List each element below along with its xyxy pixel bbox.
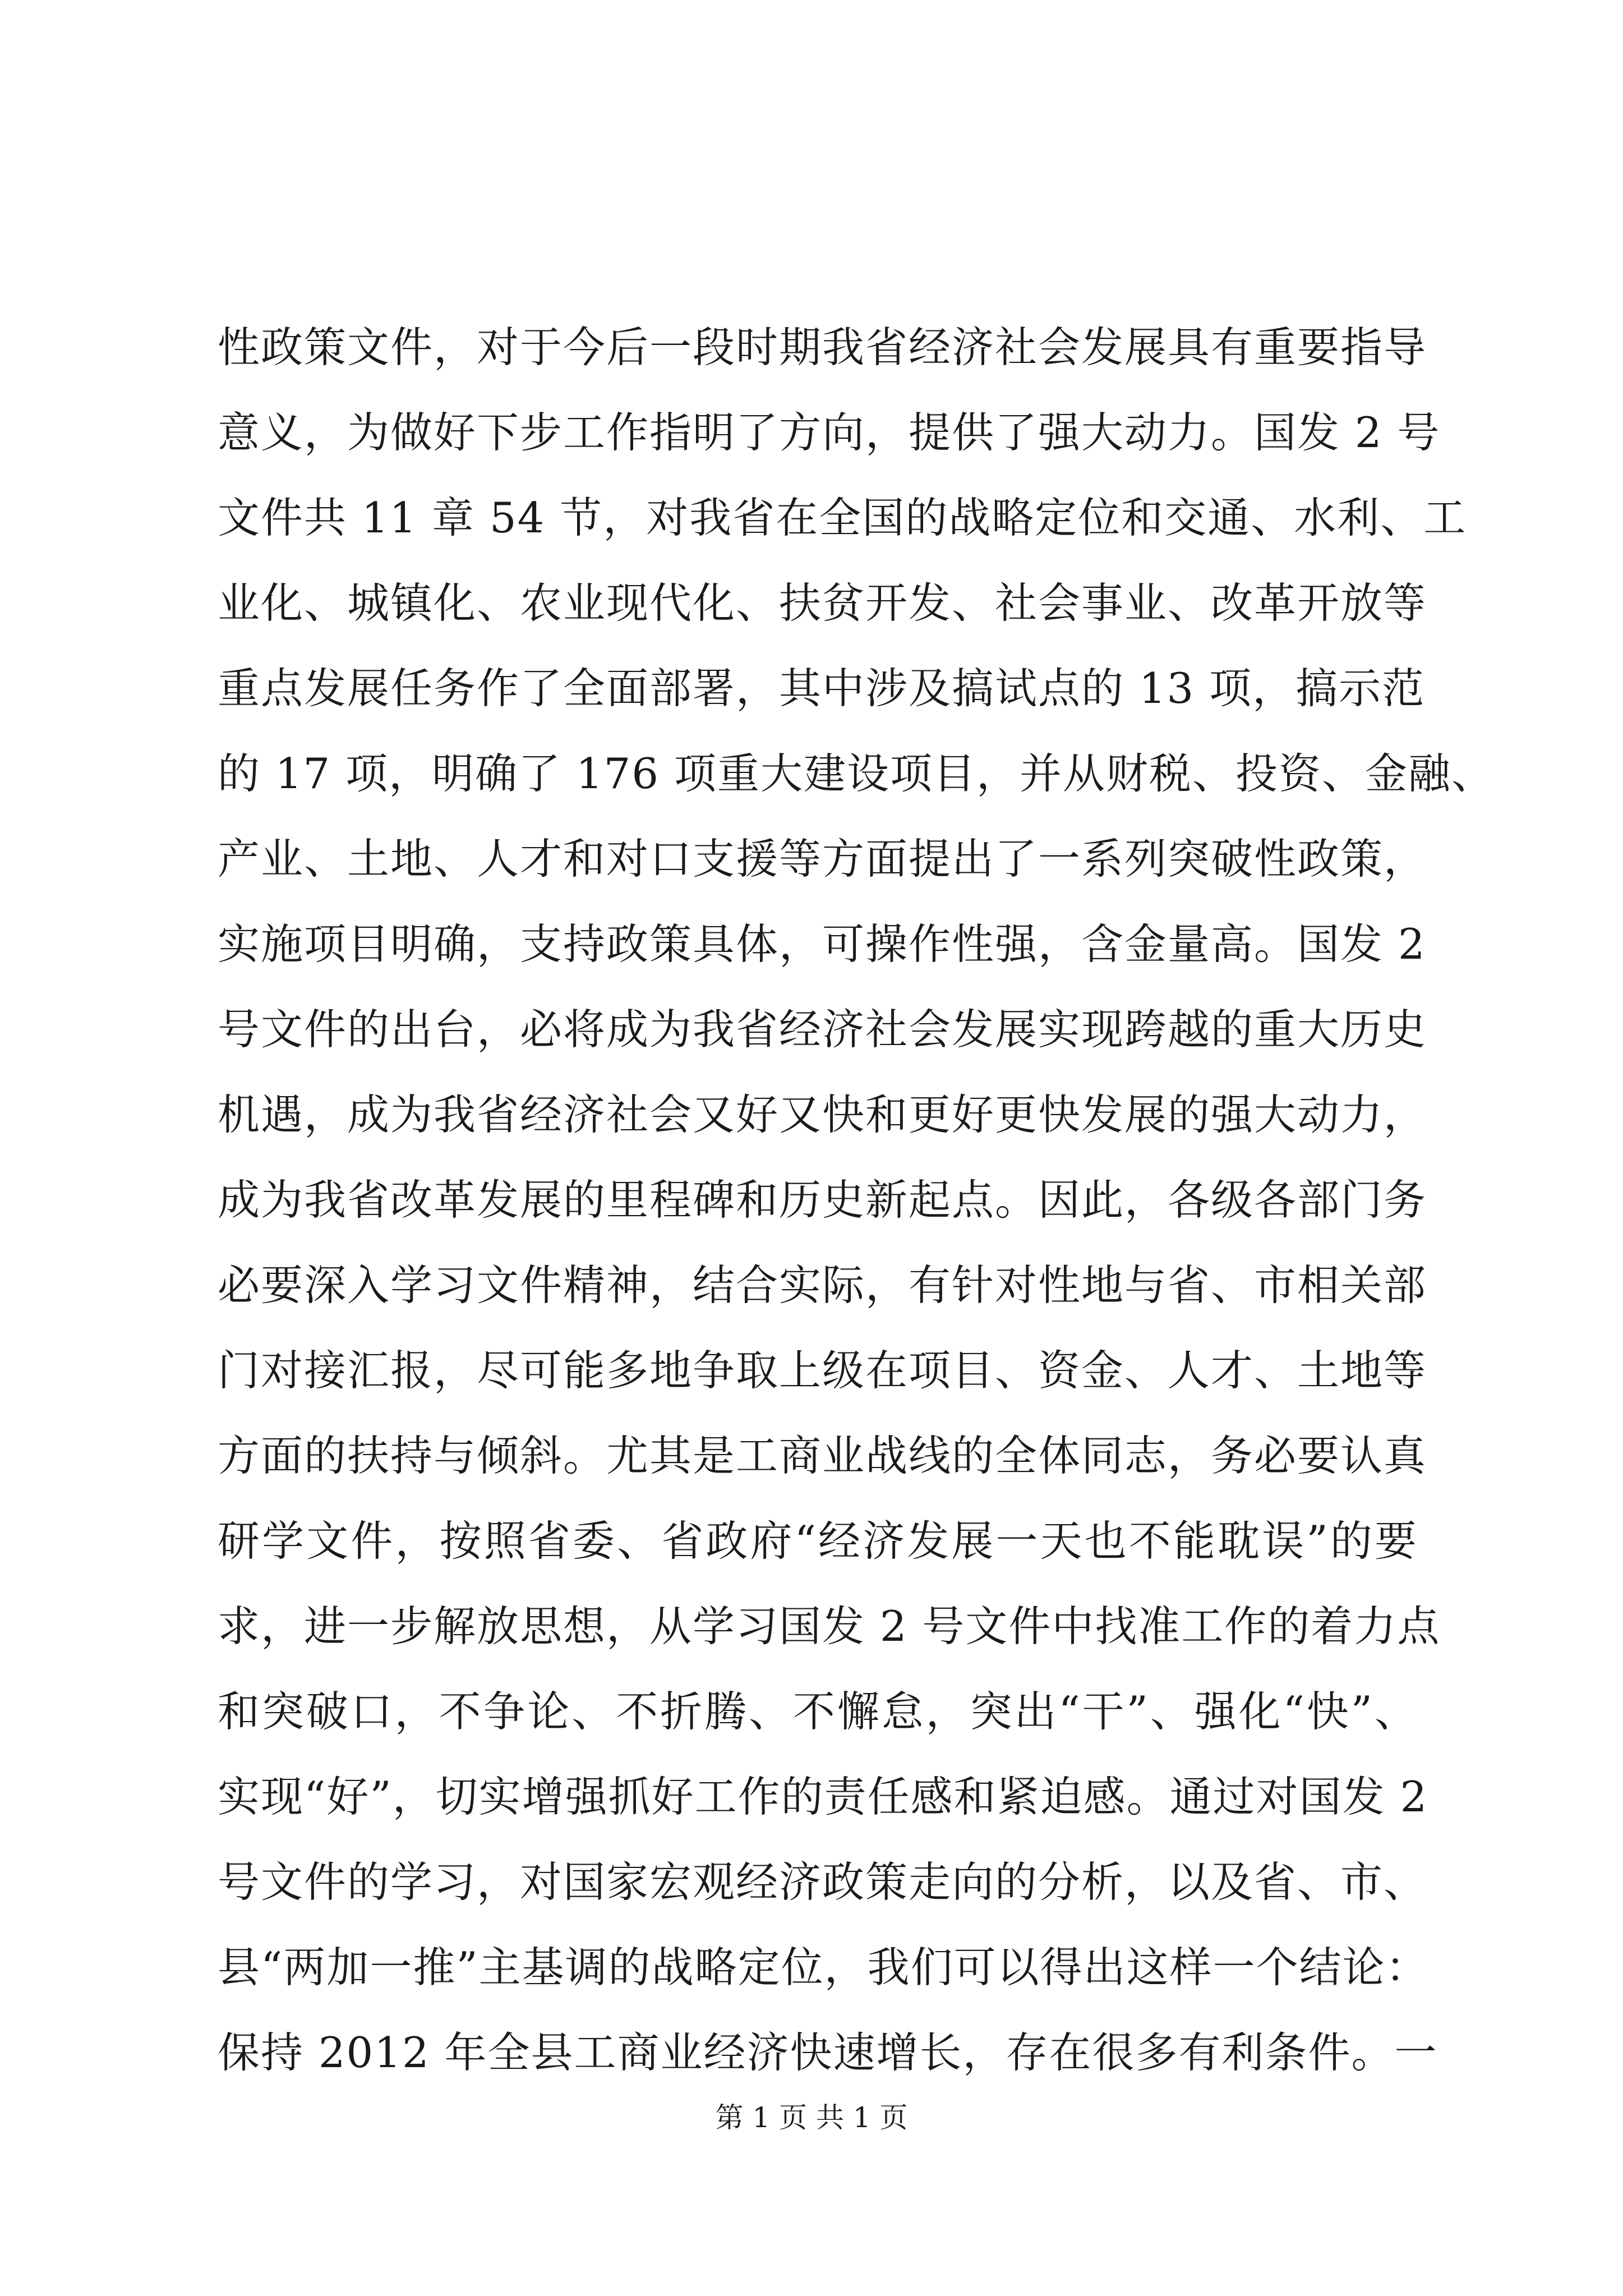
text-line: 性政策文件，对于今后一段时期我省经济社会发展具有重要指导 [218,323,1427,372]
text-line: 实施项目明确，支持政策具体，可操作性强，含金量高。国发 2 [218,919,1426,969]
text-line: 意义，为做好下步工作指明了方向，提供了强大动力。国发 2 号 [218,408,1441,457]
text-line: 重点发展任务作了全面部署，其中涉及搞试点的 13 项，搞示范 [218,664,1426,713]
text-line: 的 17 项，明确了 176 项重大建设项目，并从财税、投资、金融、 [218,749,1495,798]
text-line: 研学文件，按照省委、省政府“经济发展一天也不能耽误”的要 [218,1516,1418,1566]
text-line: 门对接汇报，尽可能多地争取上级在项目、资金、人才、土地等 [218,1346,1427,1395]
text-line: 号文件的学习，对国家宏观经济政策走向的分析，以及省、市、 [218,1857,1427,1907]
body-text [218,305,1495,2095]
text-line: 号文件的出台，必将成为我省经济社会发展实现跨越的重大历史 [218,1005,1427,1054]
text-line: 必要深入学习文件精神，结合实际，有针对性地与省、市相关部 [218,1260,1427,1310]
text-line: 县“两加一推”主基调的战略定位，我们可以得出这样一个结论： [218,1943,1429,1992]
text-line: 求，进一步解放思想，从学习国发 2 号文件中找准工作的着力点 [218,1602,1441,1651]
text-line: 文件共 11 章 54 节，对我省在全国的战略定位和交通、水利、工 [218,493,1467,542]
text-line: 成为我省改革发展的里程碑和历史新起点。因此，各级各部门务 [218,1175,1427,1225]
page-footer: 第 1 页 共 1 页 [715,2101,908,2134]
text-line: 产业、土地、人才和对口支援等方面提出了一系列突破性政策， [218,834,1427,884]
text-line: 保持 2012 年全县工商业经济快速增长，存在很多有利条件。一 [218,2028,1438,2077]
text-line: 实现“好”，切实增强抓好工作的责任感和紧迫感。通过对国发 2 [218,1772,1428,1821]
text-line: 方面的扶持与倾斜。尤其是工商业战线的全体同志，务必要认真 [218,1431,1427,1480]
text-line: 和突破口，不争论、不折腾、不懈怠，突出“干”、强化“快”、 [218,1687,1418,1736]
text-line: 机遇，成为我省经济社会又好又快和更好更快发展的强大动力， [218,1090,1427,1139]
text-line: 业化、城镇化、农业现代化、扶贫开发、社会事业、改革开放等 [218,578,1427,628]
